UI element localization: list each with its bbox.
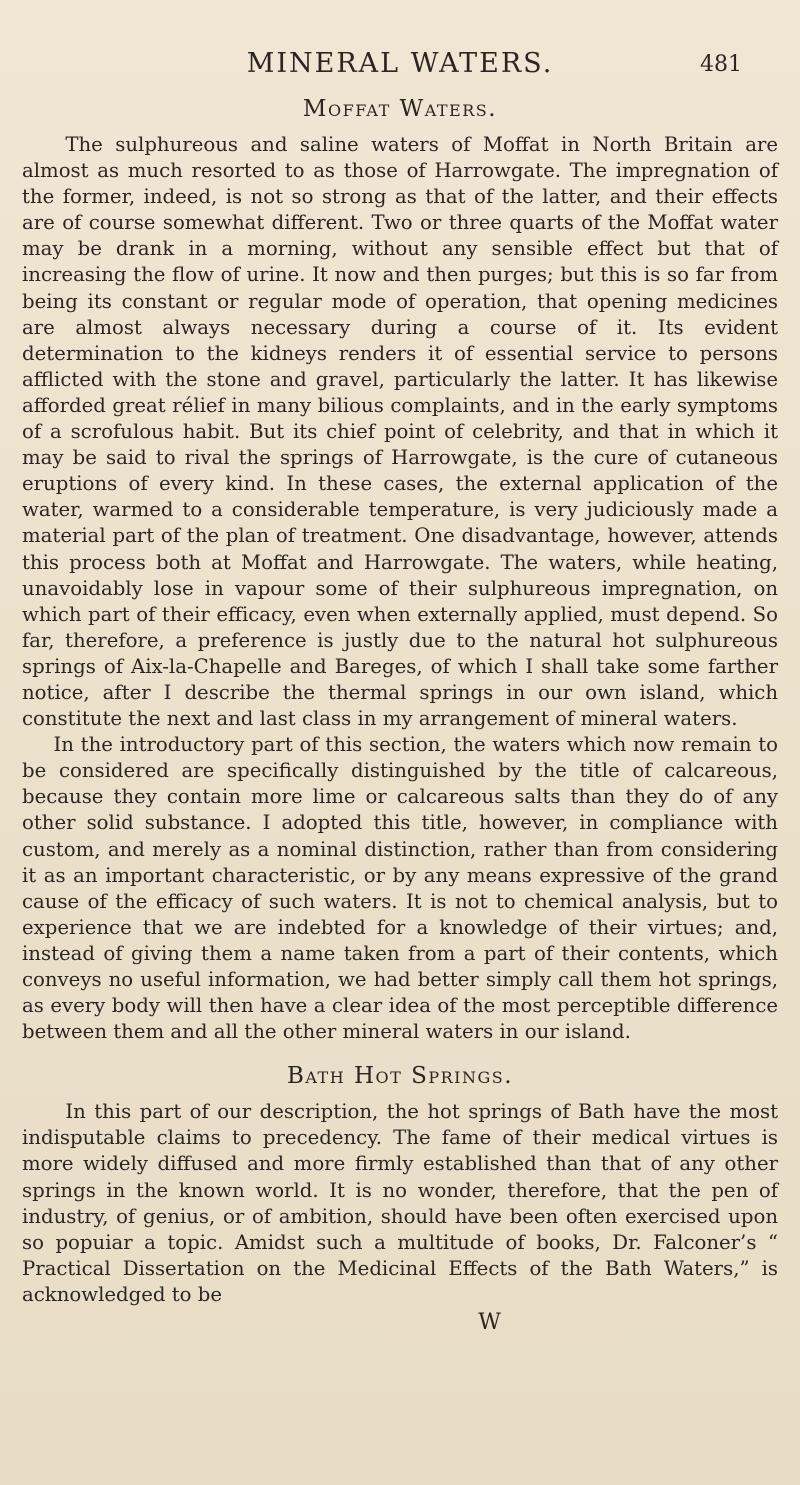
page-number: 481 [700,52,742,77]
paragraph-bath-1: In this part of our description, the hot springs of Bath have the most indisputable claims to precedency. The fame of their medical virtues is more widely diffused and more firmly established than that of any other springs in the known world. It is no wonder, therefore, that the pen of industry, of genius, or of ambition, should have been often exercised upon so popuiar a topic. Amidst such a multitude of books, Dr. Falconer’s “ Practical Dissertation on the Medicinal Effects of the Bath Waters,” is acknowledged to be [22,1100,778,1306]
section-heading-moffat: Moffat Waters. [302,96,498,122]
signature-mark: W [478,1310,502,1336]
paragraph-moffat-1: The sulphureous and saline waters of Moffat in North Britain are almost as much resorted to as those of Harrowgate. The impregnation of the former, indeed, is not so strong as that of the latter, and their effects are of course somewhat different. Two or three quarts of the Moffat water may be drank in a morning, without any sensible effect but that of increasing the flow of urine. It now and then purges; but this is so far from being its constant or regular mode of operation, that opening medicines are almost always necessary during a course of it. Its evident determination to the kidneys renders it of essential service to persons afflicted with the stone and gravel, particularly the latter. It has likewise afforded great rélief in many bilious complaints, and in the early symptoms of a scrofulous habit. But its chief point of celebrity, and that in which it may be said to rival the springs of Harrowgate, is the cure of cutaneous eruptions of every kind. In these cases, the external application of the water, warmed to a considerable temperature, is very judiciously made a material part of the plan of treatment. One disadvantage, however, attends this process both at Moffat and Harrowgate. The waters, while heating, unavoidably lose in vapour some of their sulphureous impregnation, on which part of their efficacy, even when externally applied, must depend. So far, therefore, a preference is justly due to the natural hot sulphureous springs of Aix-la-Chapelle and Bareges, of which I shall take some farther notice, after I describe the thermal springs in our own island, which constitute the next and last class in my arrangement of mineral waters. [22,133,778,731]
running-head [22,40,778,78]
section-heading-bath: Bath Hot Springs. [286,1063,514,1090]
running-title: MINERAL WATERS. [246,48,554,79]
paragraph-moffat-2: In the introductory part of this section, the waters which now remain to be considered are specifically distinguished by the title of calcareous, because they contain more lime or calcareous salts than they do of any other solid substance. I adopted this title, however, in compliance with custom, and merely as a nominal distinction, rather than from considering it as an important characteristic, or by any means expressive of the grand cause of the efficacy of such waters. It is not to chemical analysis, but to experience that we are indebted for a knowledge of their virtues; and, instead of giving them a name taken from a part of their contents, which conveys no useful information, we had better simply call them hot springs, as every body will then have a clear idea of the most perceptible difference between them and all the other mineral waters in our island. [22,733,778,1044]
